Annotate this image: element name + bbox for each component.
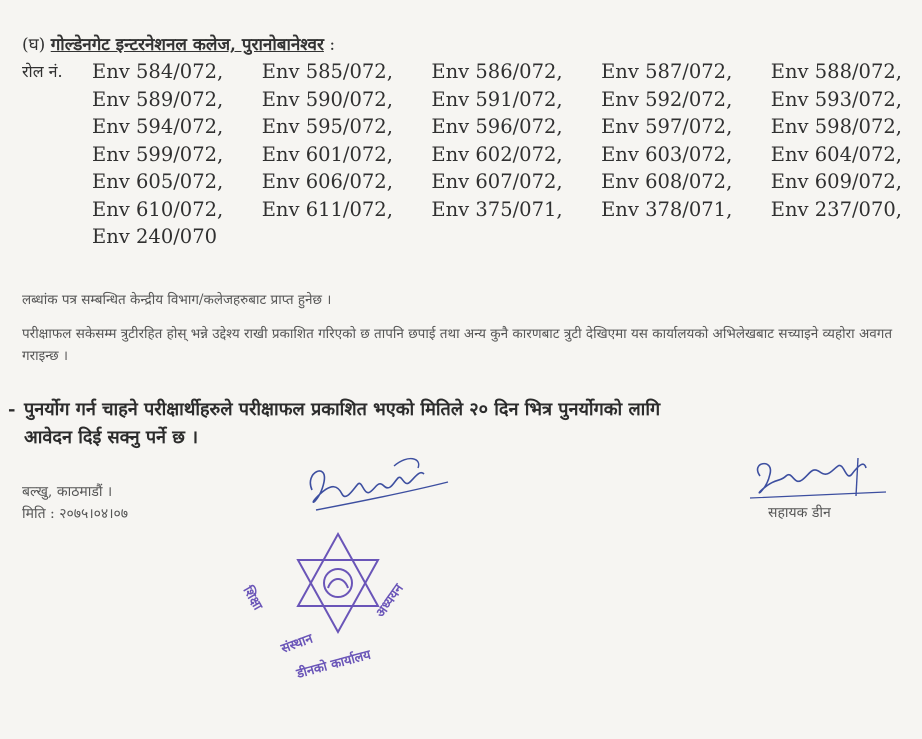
roll-label: रोल नं. — [22, 62, 63, 81]
roll-number: Env 584/072, — [92, 60, 224, 83]
roll-number: Env 240/070 — [92, 225, 218, 248]
roll-number: Env 594/072, — [92, 115, 224, 138]
roll-number: Env 597/072, — [601, 115, 733, 138]
roll-number: Env 604/072, — [770, 142, 902, 166]
roll-number: Env 598/072, — [770, 115, 902, 138]
retotaling-notice — [8, 396, 903, 452]
roll-number: Env 588/072, — [770, 60, 902, 83]
roll-number: Env 586/072, — [431, 60, 563, 83]
date-text: मिति : २०७५।०४।०७ — [22, 506, 129, 522]
svg-text:डीनको कार्यालय: डीनको कार्यालय — [295, 647, 373, 682]
svg-text:संस्थान: संस्थान — [279, 631, 315, 657]
official-seal-image — [228, 528, 448, 698]
roll-number: Env 610/072, — [92, 197, 224, 221]
roll-number: Env 375/071, — [431, 197, 563, 221]
svg-text:अध्ययन: अध्ययन — [373, 581, 407, 621]
marksheet-note: लब्धांक पत्र सम्बन्धित केन्द्रीय विभाग/कलेजहरुबाट प्राप्त हुनेछ । — [22, 292, 332, 308]
heading-suffix: : — [329, 35, 336, 55]
roll-line — [92, 58, 902, 86]
roll-number: Env 609/072, — [770, 170, 902, 193]
roll-number: Env 589/072, — [92, 87, 224, 111]
svg-text:शिक्षा: शिक्षा — [239, 583, 265, 613]
roll-number: Env 605/072, — [92, 170, 224, 193]
roll-line — [92, 86, 902, 114]
roll-number: Env 592/072, — [601, 87, 733, 111]
roll-number: Env 590/072, — [261, 87, 393, 111]
roll-number: Env 378/071, — [601, 197, 733, 221]
roll-line — [92, 196, 902, 224]
roll-number: Env 606/072, — [261, 170, 393, 193]
roll-number: Env 596/072, — [431, 115, 563, 138]
roll-number: Env 591/072, — [431, 87, 563, 111]
notice-line-2: आवेदन दिई सक्नु पर्ने छ । — [24, 427, 199, 448]
heading-prefix: (घ) — [22, 35, 46, 55]
roll-line — [92, 113, 902, 141]
roll-number: Env 607/072, — [431, 170, 563, 193]
roll-line — [92, 168, 902, 196]
roll-line — [92, 141, 902, 169]
left-signature-image — [298, 452, 458, 522]
roll-number: Env 611/072, — [261, 197, 393, 221]
roll-number: Env 608/072, — [601, 170, 733, 193]
roll-number: Env 603/072, — [601, 142, 733, 166]
place-date-block — [22, 481, 128, 525]
roll-number: Env 585/072, — [261, 60, 393, 83]
notice-line-1: पुनर्योग गर्न चाहने परीक्षार्थीहरुले परीक्षाफल प्रकाशित भएको मितिले २० दिन भित्र पुनर्योगको लागि — [24, 399, 661, 420]
college-name: गोल्डेनगेट इन्टरनेशनल कलेज, पुरानोबानेश्वर — [50, 35, 324, 55]
roll-number: Env 599/072, — [92, 142, 224, 166]
roll-number: Env 593/072, — [770, 87, 902, 111]
signatory-title: सहायक डीन — [768, 505, 831, 521]
roll-number: Env 602/072, — [431, 142, 563, 166]
roll-number: Env 595/072, — [261, 115, 393, 138]
roll-number: Env 587/072, — [601, 60, 733, 83]
roll-number: Env 601/072, — [261, 142, 393, 166]
place-text: बल्खु, काठमाडौं । — [22, 484, 113, 500]
notice-dash: - — [8, 399, 16, 420]
roll-number: Env 237/070, — [770, 197, 902, 221]
roll-lines — [92, 58, 902, 251]
disclaimer-note: परीक्षाफल सकेसम्म त्रुटीरहित होस् भन्ने उद्देश्य राखी प्रकाशित गरिएको छ तापनि छपाई तथा अन्य कुनै कारणबाट त्रुटी देखिएमा यस कार्यालयको अभिलेखबाट सच्याइने व्यहोरा अवगत गराइन्छ । — [22, 326, 893, 364]
roll-line — [92, 223, 902, 251]
college-heading — [22, 32, 335, 55]
